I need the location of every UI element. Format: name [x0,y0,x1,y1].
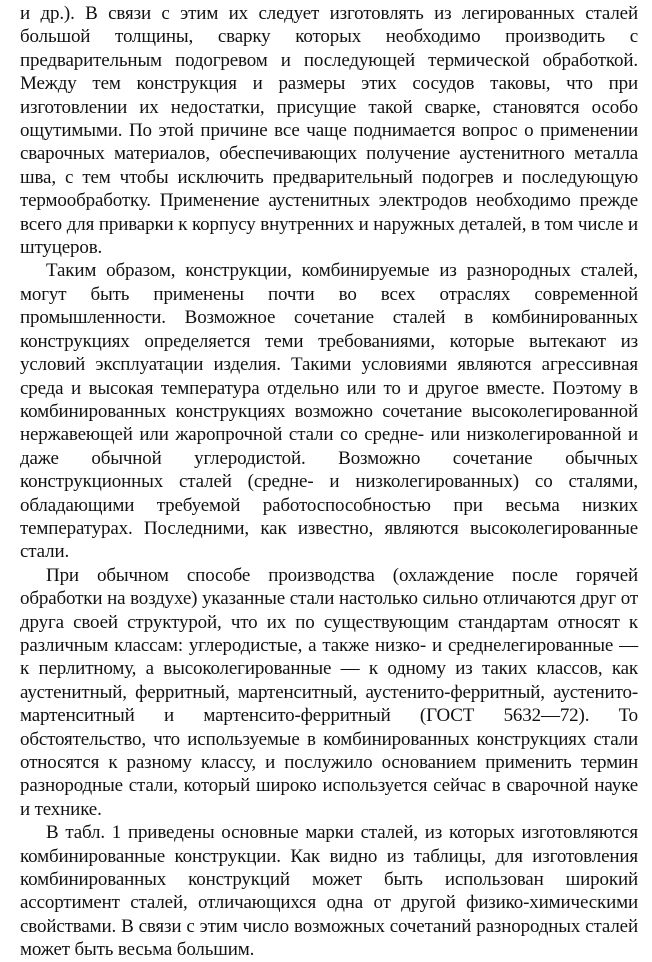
paragraph-3: При обычном способе производства (охлаждение после горячей обработки на воздухе) указанные стали настолько сильно отличаются друг от друга своей структурой, что их по существующим стандартам относят к различным классам: углеродистые, а также низко- и среднелегированные — к перлитному, а высоколегированные — к одному из таких классов, как аустенитный, ферритный, мартенситный, аустенито-ферритный, аустенито-мартенситный и мартенсито-ферритный (ГОСТ 5632—72). То обстоятельство, что используемые в комбинированных конструкциях стали относятся к разному классу, и послужило основанием применить термин разнородные стали, который широко используется сейчас в сварочной науке и технике. [20,564,638,820]
paragraph-1: и др.). В связи с этим их следует изготовлять из легированных сталей большой толщины, сварку которых необходимо производить с предварительным подогревом и последующей термической обработкой. Между тем конструкция и размеры этих сосудов таковы, что при изготовлении их недостатки, присущие такой сварке, становятся особо ощутимыми. По этой причине все чаще поднимается вопрос о применении сварочных материалов, обеспечивающих получение аустенитного металла шва, с тем чтобы исключить предварительный подогрев и последующую термообработку. Применение аустенитных электродов необходимо прежде всего для приварки к корпусу внутренних и наружных деталей, в том числе и штуцеров. [20,3,638,259]
paragraph-4: В табл. 1 приведены основные марки сталей, из которых изготовляются комбинированные конструкции. Как видно из таблицы, для изготовления комбинированных конструкций может быть использован широкий ассортимент сталей, отличающихся одна от другой физико-химическими свойствами. В связи с этим число возможных сочетаний разнородных сталей может быть весьма большим. [20,822,638,961]
paragraph-2: Таким образом, конструкции, комбинируемые из разнородных сталей, могут быть применены почти во всех отраслях современной промышленности. Возможное сочетание сталей в комбинированных конструкциях определяется теми требованиями, которые вытекают из условий эксплуатации изделия. Такими условиями являются агрессивная среда и высокая температура отдельно или то и другое вместе. Поэтому в комбинированных конструкциях возможно сочетание высоколегированной нержавеющей или жаропрочной стали со средне- или низколегированной и даже обычной углеродистой. Возможно сочетание обычных конструкционных сталей (средне- и низколегированных) со сталями, обладающими требуемой работоспособностью при весьма низких температурах. Последними, как известно, являются высоколегированные стали. [20,260,638,563]
document-page [20,2,638,962]
